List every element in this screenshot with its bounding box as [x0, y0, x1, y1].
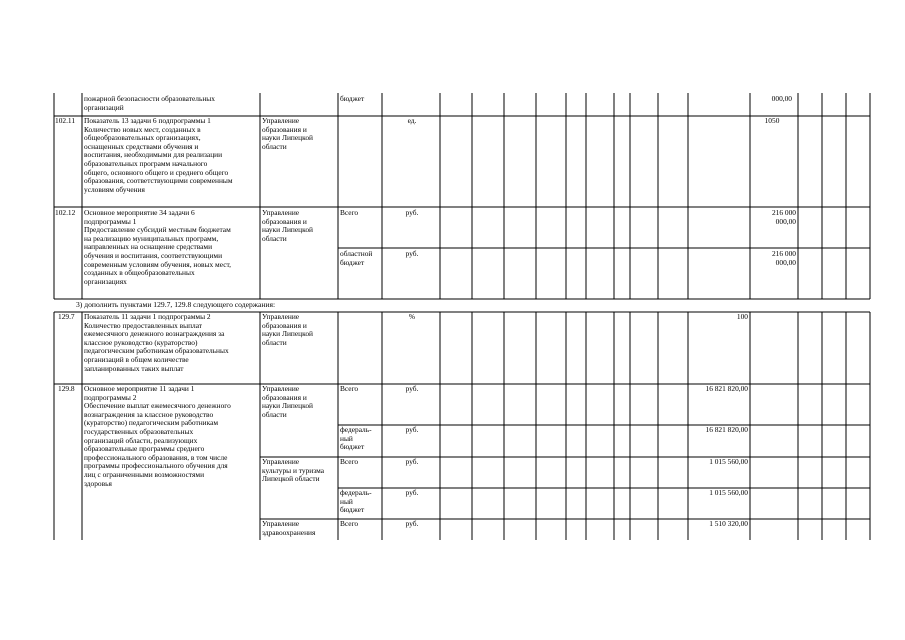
row-4-group-1-sub-1-unit: руб.	[405, 488, 419, 497]
row-4-group-2-sub-0-unit: руб.	[405, 519, 419, 528]
amendment-note: 3) дополнить пунктами 129.7, 129.8 следующего содержания:	[76, 300, 276, 309]
row-4-group-1-sub-1-value: 1 015 560,00	[709, 488, 748, 497]
row-4-group-2-executor: Управление здравоохранения	[262, 519, 316, 537]
row-4-group-1-sub-0-source: Всего	[340, 457, 359, 466]
row-1-name: Показатель 13 задачи 6 подпрограммы 1 Количество новых мест, созданных в общеобразовательных организациях, оснащенных средствами обучения и воспитания, необходимыми для реализации образовательных программ начального общего, основного общего и среднего общего образования, соответствующими современным условиям обучения	[84, 116, 233, 194]
row-3-executor: Управление образования и науки Липецкой области	[262, 312, 313, 347]
row-2-sub-1-unit: руб.	[405, 249, 419, 258]
row-2-sub-0-value: 216 000 000,00	[771, 208, 796, 226]
row-4-name: Основное мероприятие 11 задачи 1 подпрограммы 2 Обеспечение выплат ежемесячного денежного вознаграждения за классное руководство (кураторство) педагогическим работникам государственных образовательных организаций области, реализующих образовательные программы среднего профессионального образования, в том числе программы профессионального обучения для лиц с ограниченными возможностями здоровья	[84, 384, 231, 488]
row-4-group-1-sub-1-source: федераль- ный бюджет	[340, 488, 372, 515]
row-3-num: 129.7	[58, 312, 75, 321]
row-2-num: 102.12	[55, 208, 76, 217]
row-1-executor: Управление образования и науки Липецкой области	[262, 116, 313, 151]
row-0-value: 000,00	[771, 94, 792, 103]
row-4-group-0-sub-0-value: 16 821 820,00	[705, 384, 748, 393]
row-0-name: пожарной безопасности образовательных организаций	[84, 94, 215, 112]
row-2-sub-0-source: Всего	[340, 208, 359, 217]
row-2-executor: Управление образования и науки Липецкой области	[262, 208, 313, 243]
row-3-value: 100	[736, 312, 748, 321]
row-4-group-0-sub-1-source: федераль- ный бюджет	[340, 425, 372, 452]
row-4-group-0-sub-0-unit: руб.	[405, 384, 419, 393]
row-4-group-2-sub-0-source: Всего	[340, 519, 359, 528]
row-4-group-0-executor: Управление образования и науки Липецкой области	[262, 384, 313, 419]
row-2-name: Основное мероприятие 34 задачи 6 подпрограммы 1 Предоставление субсидий местным бюджетам на реализацию муниципальных программ, направленных на оснащение средствами обучения и воспитания, соответствующими современным условиям обучения, новых мест, созданных в общеобразовательных организациях	[84, 208, 231, 286]
row-4-group-0-sub-1-value: 16 821 820,00	[705, 425, 748, 434]
row-4-group-2-sub-0-value: 1 510 320,00	[709, 519, 748, 528]
row-3-unit: %	[408, 312, 416, 321]
row-4-group-1-sub-0-value: 1 015 560,00	[709, 457, 748, 466]
row-3-name: Показатель 11 задачи 1 подпрограммы 2 Количество предоставленных выплат ежемесячного денежного вознаграждения за классное руководство (кураторство) педагогическим работникам образовательных организаций в общем количестве запланированных таких выплат	[84, 312, 229, 373]
row-4-group-1-sub-0-unit: руб.	[405, 457, 419, 466]
row-4-group-0-sub-1-unit: руб.	[405, 425, 419, 434]
row-2-sub-1-source: областной бюджет	[340, 249, 373, 267]
row-2-sub-1-value: 216 000 000,00	[771, 249, 796, 267]
row-4-group-0-sub-0-source: Всего	[340, 384, 359, 393]
row-0-source: бюджет	[340, 94, 365, 103]
row-1-num: 102.11	[55, 116, 76, 125]
row-4-group-1-executor: Управление культуры и туризма Липецкой области	[262, 457, 324, 484]
row-4-num: 129.8	[58, 384, 75, 393]
row-1-value: 1050	[764, 116, 780, 125]
row-2-sub-0-unit: руб.	[405, 208, 419, 217]
row-1-unit: ед.	[407, 116, 417, 125]
